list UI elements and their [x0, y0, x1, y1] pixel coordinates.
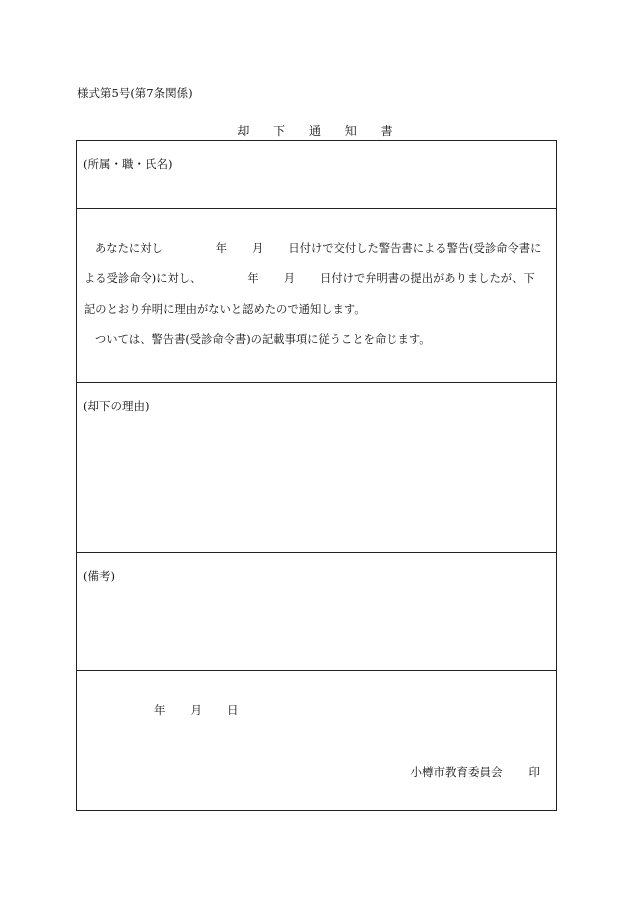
body-line-1-tail: 日付けで交付した警告書による警告(受診命令書に — [288, 242, 542, 255]
notice-body-section — [77, 209, 556, 383]
body-line-1 — [84, 240, 541, 256]
body-line-1-lead: あなたに対し — [95, 242, 163, 255]
notice-form — [76, 140, 557, 811]
affiliation-section — [77, 141, 556, 209]
issue-date-day: 日 — [227, 703, 239, 717]
issue-date-year: 年 — [154, 703, 166, 717]
rejection-reason-section — [77, 383, 556, 553]
seal-mark: 印 — [528, 765, 540, 779]
rejection-reason-label: (却下の理由) — [83, 399, 150, 413]
issue-date-month: 月 — [190, 703, 202, 717]
form-number: 様式第5号(第7条関係) — [77, 86, 193, 100]
issuer-name: 小樽市教育委員会 — [410, 765, 503, 779]
affiliation-label: (所属・職・氏名) — [83, 157, 173, 171]
body-line-1-month: 月 — [252, 242, 264, 255]
body-line-2-lead: よる受診命令)に対し、 — [84, 272, 202, 285]
body-line-2-year: 年 — [247, 272, 259, 285]
signature-section — [77, 671, 556, 812]
body-line-2 — [84, 270, 535, 286]
issuer-line — [411, 764, 541, 780]
issue-date — [154, 702, 239, 718]
body-line-4-text: ついては、警告書(受診命令書)の記載事項に従うことを命じます。 — [95, 333, 431, 346]
body-line-2-tail: 日付けで弁明書の提出がありましたが、下 — [320, 272, 535, 285]
body-line-2-month: 月 — [283, 272, 296, 285]
remarks-section — [77, 553, 556, 671]
remarks-label: (備考) — [83, 569, 115, 583]
body-line-3: 記のとおり弁明に理由がないと認めたので通知します。 — [84, 303, 366, 316]
document-title: 却 下 通 知 書 — [237, 124, 403, 138]
body-line-1-year: 年 — [215, 242, 228, 255]
body-line-4 — [84, 331, 431, 347]
